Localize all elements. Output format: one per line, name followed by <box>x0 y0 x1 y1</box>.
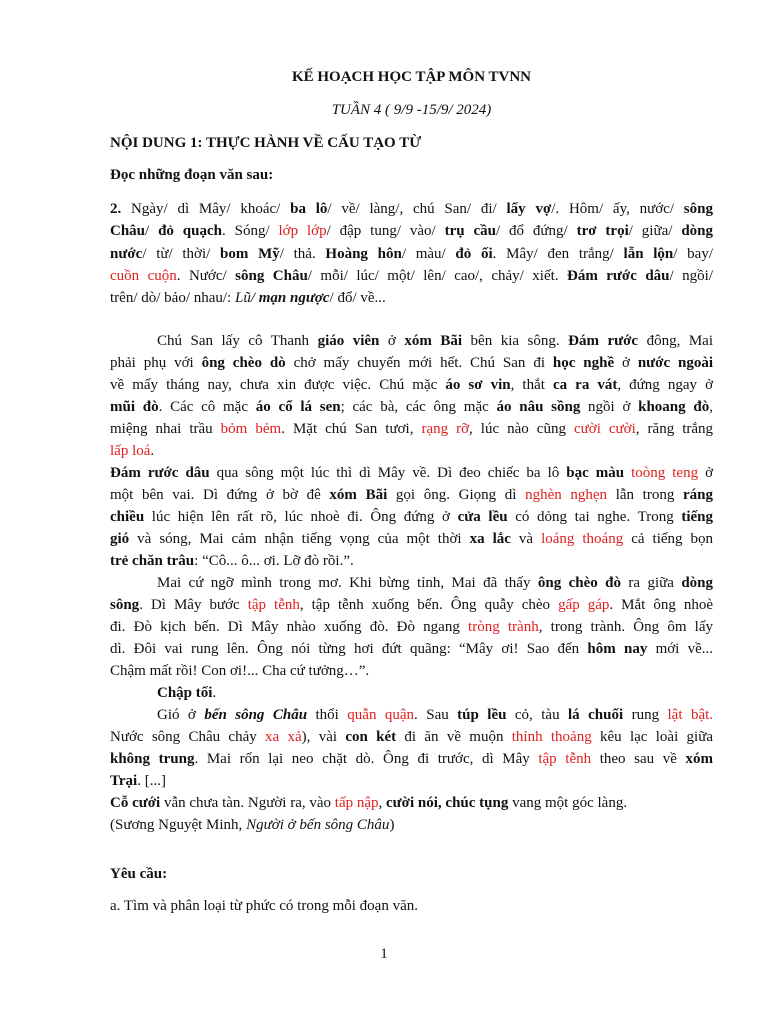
text-run: đi ăn về muộn <box>396 729 512 745</box>
passage3-line <box>110 660 713 682</box>
text-run: / đổ đứng/ <box>495 223 577 239</box>
text-run: . Sóng/ <box>221 223 279 239</box>
passage3-line <box>110 462 713 484</box>
bold-term: chiều <box>110 509 145 525</box>
text-run: / giữa/ <box>628 223 682 239</box>
text-run: , đứng ngay ở <box>617 377 714 393</box>
text-run: về mấy tháng nay, chưa xin được việc. Chú mặc <box>110 377 446 393</box>
text-run: phải phụ với <box>110 355 202 371</box>
text-run: qua sông một lúc thì dì Mây về. Dì đeo chiếc ba lô <box>209 465 567 481</box>
bold-term: cười nói, chúc tụng <box>386 795 509 811</box>
page-number: 1 <box>380 946 388 962</box>
red-word: tập tễnh <box>247 597 300 613</box>
instruction-text: Đọc những đoạn văn sau: <box>110 167 274 183</box>
text-run: , tập tễnh xuống bến. Ông quẫy chèo <box>299 597 559 613</box>
red-word: nghèn nghẹn <box>525 487 608 503</box>
bold-term: gió <box>110 531 130 547</box>
text-run: / về/ làng/, chú San/ đi/ <box>327 201 507 217</box>
passage3-line <box>110 726 713 748</box>
text-run: . <box>212 685 217 701</box>
text-run: Ngày/ dì Mây/ khoác/ <box>121 201 291 217</box>
text-run: / màu/ <box>401 246 456 262</box>
bold-term: ca ra vát <box>552 377 618 393</box>
red-word: lật bật. <box>667 707 714 723</box>
bold-term: túp lều <box>457 707 507 723</box>
text-run: / từ/ thời/ <box>142 246 221 262</box>
bold-term: học nghề <box>552 355 615 371</box>
red-word: cười cười <box>573 421 636 437</box>
passage3-line <box>110 484 713 506</box>
passage3-line <box>110 506 713 528</box>
red-word: bỏm bẻm <box>220 421 282 437</box>
bold-term: dòng <box>681 223 714 239</box>
text-run: theo sau về <box>591 751 686 767</box>
passage3-line <box>110 418 713 440</box>
text-run: . Nước/ <box>176 268 236 284</box>
text-run: Nước sông Châu chảy <box>110 729 266 745</box>
bold-italic-term: mạn ngược <box>258 290 330 306</box>
bold-term: Hoàng hôn <box>325 246 402 262</box>
passage-number: 2. <box>110 201 122 217</box>
text-run: . [...] <box>137 773 166 789</box>
text-run: , <box>378 795 387 811</box>
text-run: ), vài <box>301 729 346 745</box>
red-word: loáng thoáng <box>541 531 624 547</box>
bold-italic-term: bến sông Châu <box>204 707 308 723</box>
text-run: , trong trành. Ông ôm lấy <box>538 619 714 635</box>
passage3-line <box>110 594 713 616</box>
bold-term: Châu <box>110 223 146 239</box>
text-run: , lúc nào cũng <box>469 421 574 437</box>
text-run: / mỗi/ lúc/ một/ lên/ cao/, chảy/ xiết. <box>307 268 567 284</box>
bold-term: bạc màu <box>566 465 625 481</box>
passage3-line <box>157 572 713 594</box>
italic-run: Lũ/ <box>234 290 259 306</box>
bold-term: đỏ ối <box>455 246 493 262</box>
text-run: ) <box>389 817 395 833</box>
text-run: / đập tung/ vào/ <box>326 223 445 239</box>
passage3-line <box>110 748 713 770</box>
bold-term: sông <box>110 597 140 613</box>
requirement-a: a. Tìm và phân loại từ phức có trong mỗi đoạn văn. <box>110 898 418 914</box>
passage3-line <box>110 616 713 638</box>
text-run: . Mắt ông nhoè <box>609 597 713 613</box>
italic-run: Người ở bến sông Châu <box>246 817 390 833</box>
bold-term: mũi đò <box>110 399 159 415</box>
text-run: . Sau <box>414 707 458 723</box>
bold-term: không trung <box>110 751 195 767</box>
bold-term: ba lô <box>290 201 328 217</box>
bold-term: bom Mỹ <box>220 246 280 262</box>
text-run: , <box>709 399 713 415</box>
bold-term: Đám rước dâu <box>110 465 210 481</box>
text-run: ở <box>614 355 638 371</box>
bold-term: xóm Bãi <box>404 333 463 349</box>
passage3-line <box>110 440 713 462</box>
passage3-line <box>110 770 713 792</box>
bold-term: lấy vợ <box>506 201 552 217</box>
week-subtitle: TUẦN 4 ( 9/9 -15/9/ 2024) <box>331 102 492 118</box>
bold-term: sông <box>683 201 713 217</box>
text-run: ra giữa <box>621 575 682 591</box>
text-run: gọi ông. Giọng dì <box>387 487 526 503</box>
text-run: / bay/ <box>673 246 713 262</box>
passage3-line <box>110 396 713 418</box>
passage2-line <box>110 287 713 309</box>
passage2-line <box>110 220 713 242</box>
text-run: Mai cứ ngỡ mình trong mơ. Khi bừng tỉnh, Mai đã thấy <box>157 575 538 591</box>
text-run: : “Cô... ô... ơi. Lỡ đò rồi.”. <box>194 553 354 569</box>
red-word: thỉnh thoảng <box>511 729 592 745</box>
red-word: xa xả <box>265 729 302 745</box>
bold-term: lá chuối <box>568 707 624 723</box>
text-run: đông, Mai <box>638 333 713 349</box>
bold-term: Trại <box>110 773 138 789</box>
bold-term: Đám rước dâu <box>567 268 670 284</box>
bold-term: lẫn lộn <box>623 246 674 262</box>
text-run: . Các cô mặc <box>158 399 256 415</box>
text-run: vang một góc làng. <box>508 795 628 811</box>
bold-term: hôm nay <box>587 641 648 657</box>
passage3-line <box>157 682 713 704</box>
bold-term: tiếng <box>681 509 714 525</box>
passage3-line <box>110 814 713 836</box>
text-run: lúc hiện lên rất rõ, lúc nhoè đi. Ông đứng ở <box>144 509 458 525</box>
text-run: dì. Đôi vai rung lên. Ông nói từng hơi đứt quãng: “Mây ơi! Sao đến <box>110 641 588 657</box>
text-run: , răng trắng <box>635 421 714 437</box>
text-run: / <box>145 223 159 239</box>
bold-term: áo nâu sồng <box>496 399 581 415</box>
text-run: / đổ/ về... <box>329 290 386 306</box>
passage3-line <box>157 330 713 352</box>
section-title: NỘI DUNG 1: THỰC HÀNH VỀ CẤU TẠO TỪ <box>110 135 422 151</box>
red-word: lấp loá <box>110 443 151 459</box>
text-run: mới về... <box>647 641 713 657</box>
red-word: tập tễnh <box>538 751 592 767</box>
text-run: cả tiếng bọn <box>623 531 714 547</box>
bold-term: nước ngoài <box>637 355 714 371</box>
text-run: Chú San lấy cô Thanh <box>157 333 318 349</box>
bold-term: ráng <box>682 487 713 503</box>
bold-term: áo sơ vin <box>445 377 511 393</box>
bold-term: Đám rước <box>568 333 639 349</box>
red-word: rạng rỡ <box>421 421 470 437</box>
text-run: . Mặt chú San tươi, <box>281 421 422 437</box>
text-run: cỏ, tàu <box>506 707 569 723</box>
bold-term: trụ cầu <box>444 223 496 239</box>
text-run: . Mây/ đen trắng/ <box>492 246 624 262</box>
text-run: và sóng, Mai cảm nhận tiếng vọng của một thời <box>129 531 470 547</box>
text-run: đi. Đò kịch bến. Dì Mây nhào xuống đò. Đò ngang <box>110 619 469 635</box>
text-run: bên kia sông. <box>462 333 569 349</box>
bold-term: xóm <box>685 751 714 767</box>
text-run: . Mai rốn lại neo chặt dò. Ông đi trước, dì Mây <box>194 751 539 767</box>
red-word: toòng teng <box>631 465 699 481</box>
bold-term: khoang đò <box>638 399 710 415</box>
bold-term: nước <box>110 246 143 262</box>
text-run: ngồi ở <box>580 399 639 415</box>
red-word: tấp nập <box>334 795 379 811</box>
text-run: / thả. <box>279 246 326 262</box>
passage3-line <box>110 792 713 814</box>
bold-term: xa lắc <box>469 531 511 547</box>
passage3-line <box>110 638 713 660</box>
text-run: thổi <box>307 707 348 723</box>
bold-term: ông chèo dò <box>201 355 286 371</box>
passage3-line <box>110 374 713 396</box>
text-run: vẫn chưa tàn. Người ra, vào <box>160 795 335 811</box>
text-run: ở <box>379 333 405 349</box>
text-run: kêu lạc loài giữa <box>591 729 713 745</box>
text-run: . <box>150 443 155 459</box>
bold-term: con két <box>345 729 397 745</box>
bold-term: Cỗ cưới <box>110 795 161 811</box>
text-run: ; các bà, các ông mặc <box>340 399 497 415</box>
passage3-line <box>110 550 713 572</box>
passage2-line <box>110 265 713 287</box>
text-run: lẫn trong <box>607 487 683 503</box>
text-run: chở mấy chuyến mới hết. Chú San đi <box>285 355 553 371</box>
bold-term: ông chèo đò <box>537 575 622 591</box>
passage3-line <box>157 704 713 726</box>
text-run: /. Hôm/ ấy, nước/ <box>551 201 684 217</box>
passage3-line <box>110 352 713 374</box>
bold-term: sông Châu <box>235 268 308 284</box>
text-run: trên/ dò/ bảo/ nhau/: <box>110 290 235 306</box>
red-word: quẫn quận <box>347 707 415 723</box>
bold-term: trơ trọi <box>576 223 629 239</box>
red-word: tròng trành <box>468 619 539 635</box>
text-run: có dỏng tai nghe. Trong <box>507 509 682 525</box>
bold-term: áo cổ lá sen <box>255 399 341 415</box>
bold-term: dòng <box>681 575 714 591</box>
red-word: cuồn cuộn <box>110 268 177 284</box>
document-title: KẾ HOẠCH HỌC TẬP MÔN TVNN <box>291 69 532 85</box>
text-run: rung <box>623 707 668 723</box>
bold-term: đỏ quạch <box>158 223 222 239</box>
text-run: , thắt <box>510 377 553 393</box>
text-run: Gió ở <box>157 707 205 723</box>
text-run: ở <box>698 465 714 481</box>
bold-term: xóm Bãi <box>329 487 388 503</box>
text-run: (Sương Nguyệt Minh, <box>110 817 247 833</box>
text-run: miệng nhai trầu <box>110 421 221 437</box>
text-run: / ngồi/ <box>669 268 713 284</box>
bold-term: giáo viên <box>317 333 380 349</box>
bold-term: Chập tối <box>157 685 213 701</box>
bold-term: cửa lều <box>457 509 508 525</box>
red-word: gấp gáp <box>558 597 610 613</box>
text-run: một bên vai. Dì đứng ở bờ đê <box>110 487 330 503</box>
passage2-line <box>110 198 713 220</box>
text-run: và <box>510 531 542 547</box>
text-run: Chậm mất rồi! Con ơi!... Cha cứ tưởng…”. <box>110 663 370 679</box>
passage2-line <box>110 243 713 265</box>
text-run: . Dì Mây bước <box>139 597 248 613</box>
bold-term: trẻ chăn trâu <box>110 553 195 569</box>
red-word: lớp lớp <box>278 223 327 239</box>
passage3-line <box>110 528 713 550</box>
requirements-heading: Yêu cầu: <box>110 866 168 882</box>
